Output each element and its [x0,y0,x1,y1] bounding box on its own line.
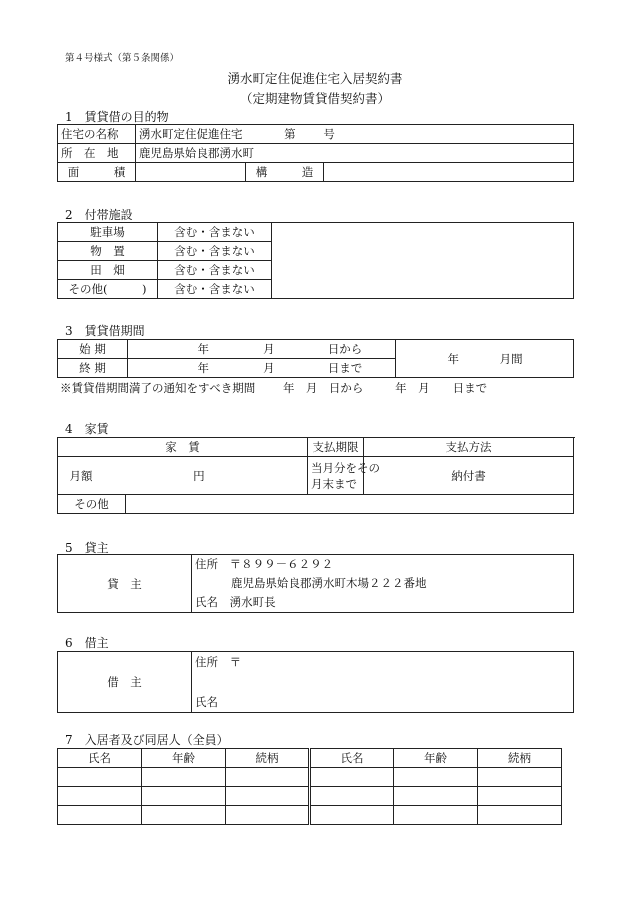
property-name-cell[interactable] [136,125,574,144]
facility-label: 田 畑 [58,261,158,280]
other-value[interactable] [126,495,574,514]
facility-option[interactable]: 含む・含まない [158,280,272,299]
resident-cell[interactable] [310,768,394,787]
section-7-heading: 7 入居者及び同居人（全員） [65,733,229,747]
monthly-rent-cell[interactable] [58,457,308,495]
end-label: 終 期 [58,359,128,378]
end-date-cell[interactable] [128,359,396,378]
notice-period-label: ※賃貸借期間満了の通知をすべき期間 [60,381,256,395]
facility-label: 駐車場 [58,223,158,242]
notice-period-from: 年 月 日から [282,381,364,395]
lease-duration-cell[interactable] [396,340,574,378]
property-name-value: 湧水町定住促進住宅 [139,127,243,141]
address-value: 鹿児島県姶良郡湧水町 [136,144,574,163]
section-6-heading: 6 借主 [65,636,109,650]
resident-col-age: 年齢 [394,749,478,768]
lessor-address-label: 住所 [195,557,218,571]
rent-table [57,437,574,514]
resident-col-name: 氏名 [58,749,142,768]
property-number-prefix: 第 [284,127,296,141]
deadline-line-2: 月末まで [311,476,358,491]
deadline-cell [308,457,381,495]
lessor-table [57,554,574,613]
lessee-table [57,651,574,713]
end-month: 月 [263,361,275,375]
lessee-postal-code: 〒 [229,655,242,669]
yen-unit: 円 [193,468,205,483]
other-label: その他 [58,495,126,514]
lease-period-table [57,339,574,378]
facility-option[interactable]: 含む・含まない [158,261,272,280]
facility-label: 物 置 [58,242,158,261]
resident-col-name: 氏名 [310,749,394,768]
notice-period-line [60,380,487,396]
lessor-postal-code: 〒８９９－６２９２ [229,557,334,571]
lessor-name: 湧水町長 [229,595,276,609]
structure-label: 構 造 [246,163,324,182]
resident-cell[interactable] [226,787,310,806]
form-number: 第４号様式（第５条関係） [65,53,180,64]
property-table [57,124,574,182]
resident-cell[interactable] [310,787,394,806]
resident-col-age: 年齢 [142,749,226,768]
resident-cell[interactable] [142,806,226,825]
document-title: 湧水町定住促進住宅入居契約書 [227,71,403,86]
lessee-details[interactable] [192,652,574,713]
area-label: 面 積 [58,163,136,182]
section-2-heading: 2 付帯施設 [65,208,133,222]
property-name-label: 住宅の名称 [58,125,136,144]
section-1-heading: 1 賃貸借の目的物 [65,110,169,124]
resident-cell[interactable] [226,806,310,825]
lessor-label: 貸 主 [58,555,192,613]
end-day: 日まで [327,361,363,375]
structure-value[interactable] [324,163,574,182]
deadline-line-1: 当月分をその [311,460,381,475]
notice-period-to: 年 月 日まで [395,381,488,395]
resident-cell[interactable] [478,787,562,806]
facility-label: その他( ) [58,280,158,299]
start-month: 月 [263,342,275,356]
lessor-name-label: 氏名 [195,595,218,609]
resident-cell[interactable] [394,806,478,825]
address-label: 所 在 地 [58,144,136,163]
payment-slip-label: 納付書 [364,457,574,495]
monthly-label: 月額 [69,468,93,483]
start-year: 年 [197,342,209,356]
section-3-heading: 3 賃貸借期間 [65,324,145,338]
start-date-cell[interactable] [128,340,396,359]
facilities-table [57,222,574,299]
resident-col-relation: 続柄 [226,749,310,768]
facility-notes[interactable] [272,223,574,299]
section-5-heading: 5 貸主 [65,541,109,555]
resident-cell[interactable] [58,787,142,806]
lessee-name-label: 氏名 [195,695,218,709]
resident-cell[interactable] [142,768,226,787]
end-year: 年 [197,361,209,375]
section-4-heading: 4 家賃 [65,422,109,436]
duration-year: 年 [447,351,459,366]
lessor-details [192,555,574,613]
resident-cell[interactable] [142,787,226,806]
resident-cell[interactable] [478,768,562,787]
rent-header: 家 賃 [58,438,308,457]
residents-table [57,748,562,825]
start-label: 始 期 [58,340,128,359]
area-value[interactable] [136,163,246,182]
facility-option[interactable]: 含む・含まない [158,223,272,242]
property-number-suffix: 号 [323,127,335,141]
facility-option[interactable]: 含む・含まない [158,242,272,261]
resident-cell[interactable] [394,768,478,787]
resident-col-relation: 続柄 [478,749,562,768]
resident-cell[interactable] [58,768,142,787]
document-subtitle: （定期建物賃貸借契約書） [239,91,390,106]
resident-cell[interactable] [394,787,478,806]
deadline-header: 支払期限 [308,438,364,457]
duration-month: 月間 [499,351,523,366]
start-day: 日から [327,342,363,356]
resident-cell[interactable] [310,806,394,825]
method-header: 支払方法 [364,438,574,457]
lessee-label: 借 主 [58,652,192,713]
resident-cell[interactable] [478,806,562,825]
resident-cell[interactable] [226,768,310,787]
resident-cell[interactable] [58,806,142,825]
lessee-address-label: 住所 [195,655,218,669]
lessor-address: 鹿児島県姶良郡湧水町木場２２２番地 [231,576,427,590]
